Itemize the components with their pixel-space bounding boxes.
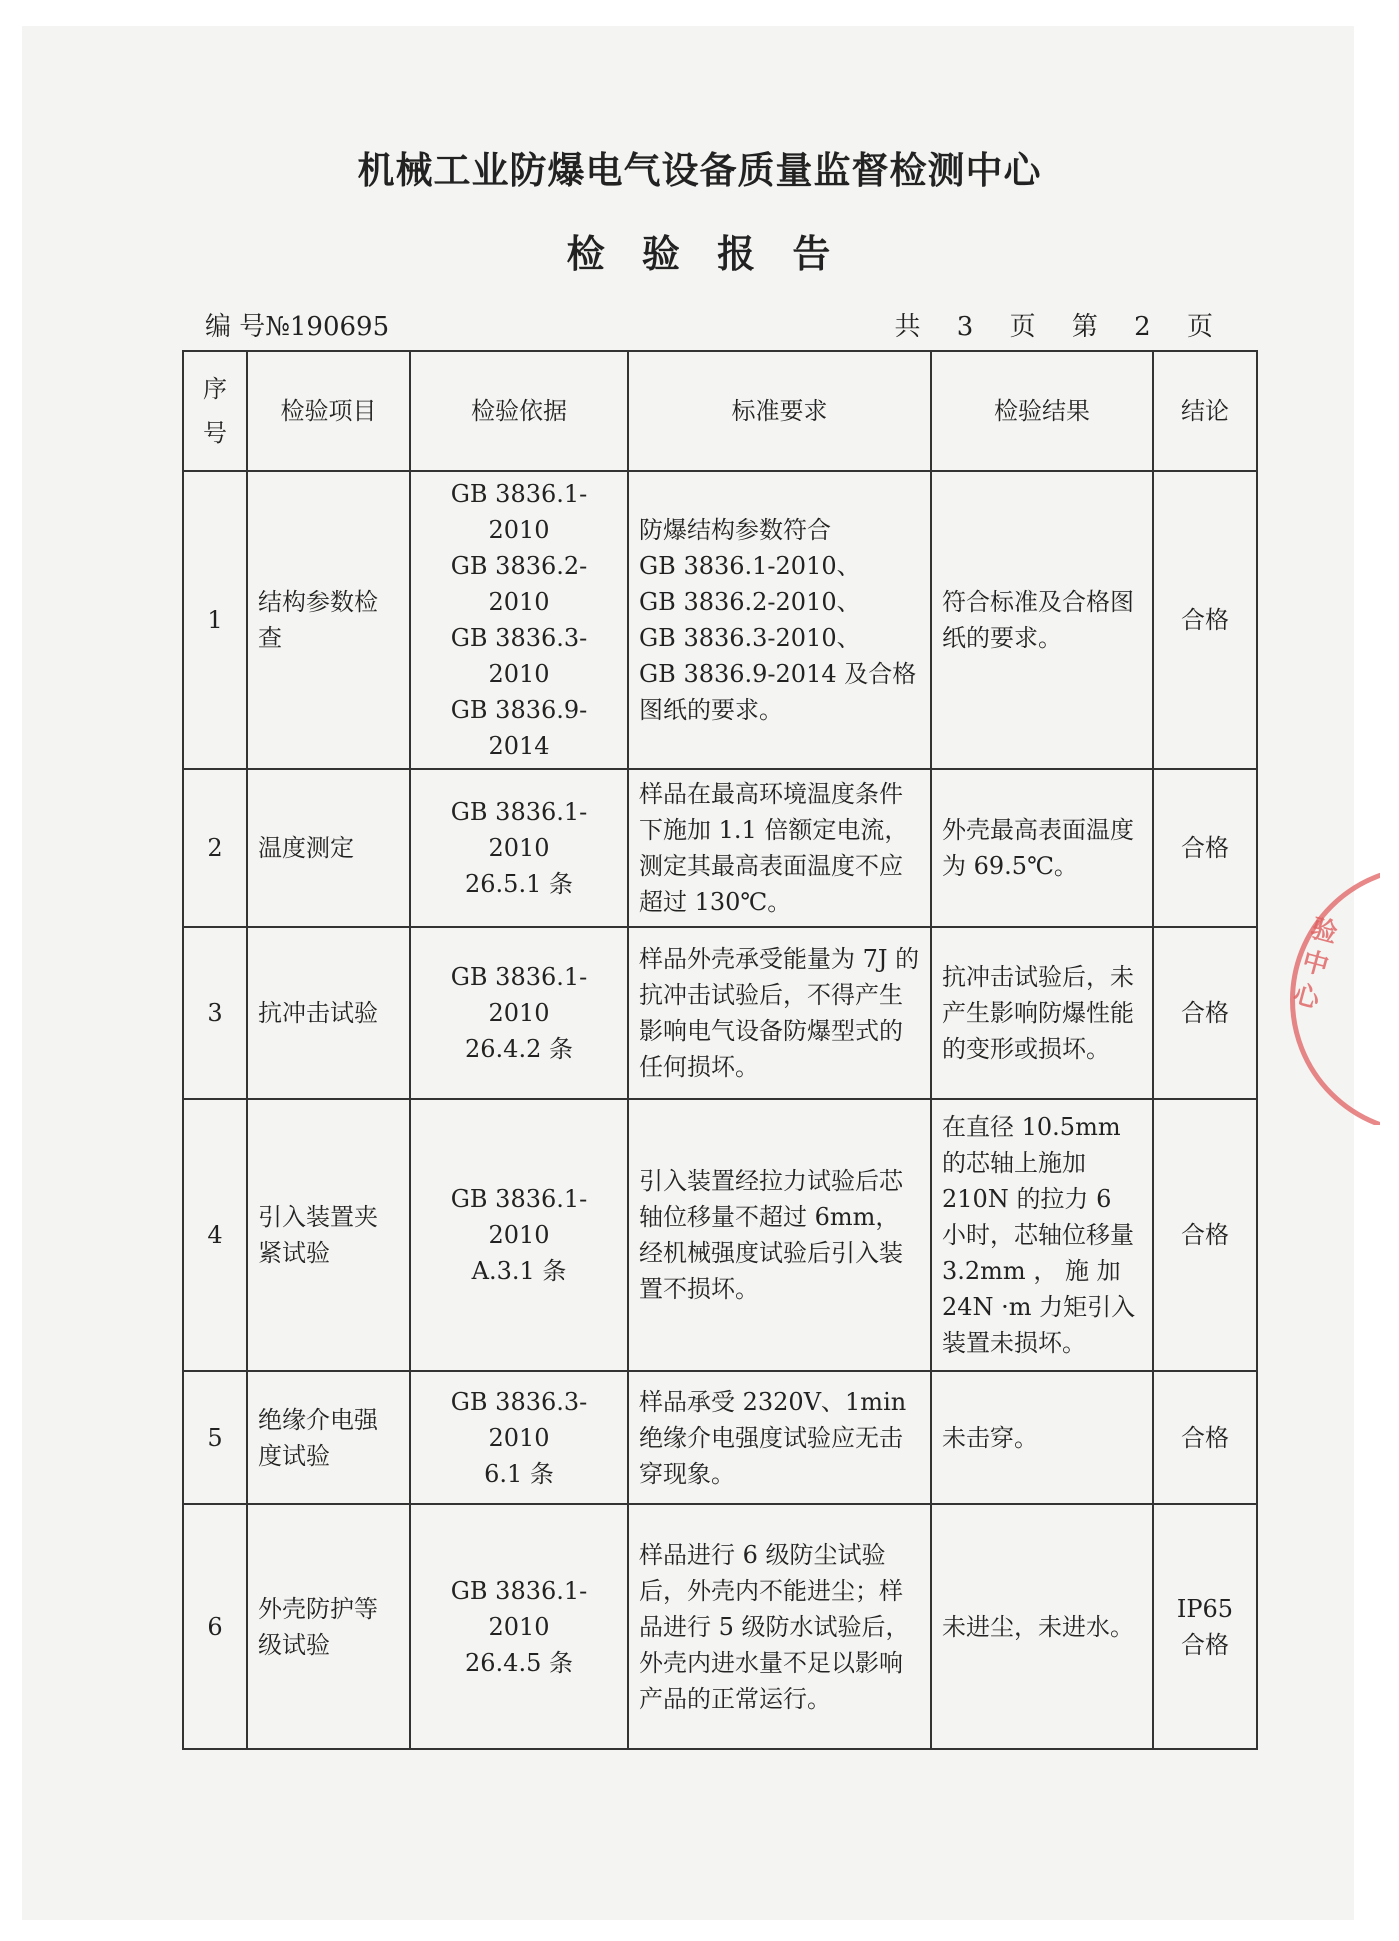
row-number: 5 [183,1371,247,1504]
inspection-basis: GB 3836.3-2010 6.1 条 [410,1371,628,1504]
table-row [183,1504,1257,1749]
header-inspection-result: 检验结果 [931,351,1153,471]
header-inspection-item: 检验项目 [247,351,410,471]
page-indicator [885,306,1213,343]
standard-requirement: 样品承受 2320V、1min 绝缘介电强度试验应无击穿现象。 [628,1371,931,1504]
table-row [183,1099,1257,1371]
row-number: 6 [183,1504,247,1749]
row-number: 1 [183,471,247,769]
standard-requirement: 防爆结构参数符合 GB 3836.1-2010、 GB 3836.2-2010、 GB 3836.3-2010、 GB 3836.9-2014 及合格图纸的要求。 [628,471,931,769]
inspection-result: 符合标准及合格图纸的要求。 [931,471,1153,769]
page-unit: 页 [1009,312,1036,342]
conclusion: 合格 [1153,1371,1257,1504]
page-total-label: 共 [894,312,921,342]
table-row [183,471,1257,769]
inspection-item: 结构参数检查 [247,471,410,769]
inspection-result: 抗冲击试验后，未产生影响防爆性能的变形或损坏。 [931,927,1153,1099]
conclusion: 合格 [1153,927,1257,1099]
inspection-basis: GB 3836.1-2010 GB 3836.2-2010 GB 3836.3-2010 GB 3836.9-2014 [410,471,628,769]
table-row [183,927,1257,1099]
inspection-result: 外壳最高表面温度为 69.5℃。 [931,769,1153,927]
report-number: 编 号№190695 [205,312,390,342]
official-seal [1290,865,1380,1125]
inspection-result: 在直径 10.5mm 的芯轴上施加 210N 的拉力 6 小时，芯轴位移量 3.2mm ， 施 加 24N ·m 力矩引入装置未损坏。 [931,1099,1153,1371]
inspection-result: 未击穿。 [931,1371,1153,1504]
inspection-basis: GB 3836.1-2010 26.5.1 条 [410,769,628,927]
conclusion: 合格 [1153,1099,1257,1371]
table-row [183,1371,1257,1504]
row-number: 3 [183,927,247,1099]
conclusion: 合格 [1153,471,1257,769]
conclusion: IP65 合格 [1153,1504,1257,1749]
row-number: 2 [183,769,247,927]
table-header-row [183,351,1257,471]
standard-requirement: 引入装置经拉力试验后芯轴位移量不超过 6mm，经机械强度试验后引入装置不损坏。 [628,1099,931,1371]
standard-requirement: 样品外壳承受能量为 7J 的抗冲击试验后，不得产生影响电气设备防爆型式的任何损坏。 [628,927,931,1099]
inspection-basis: GB 3836.1-2010 26.4.5 条 [410,1504,628,1749]
report-title: 检 验 报 告 [566,232,833,276]
inspection-basis: GB 3836.1-2010 26.4.2 条 [410,927,628,1099]
inspection-table [182,350,1258,1750]
inspection-item: 绝缘介电强度试验 [247,1371,410,1504]
page-total: 3 [956,312,974,342]
seal-text: 验中心 [1290,913,1341,1015]
row-number: 4 [183,1099,247,1371]
inspection-basis: GB 3836.1-2010 A.3.1 条 [410,1099,628,1371]
conclusion: 合格 [1153,769,1257,927]
page-unit: 页 [1186,312,1213,342]
table-row [183,769,1257,927]
inspection-item: 引入装置夹紧试验 [247,1099,410,1371]
standard-requirement: 样品在最高环境温度条件下施加 1.1 倍额定电流，测定其最高表面温度不应超过 130℃。 [628,769,931,927]
page-current-label: 第 [1071,312,1098,342]
inspection-item: 温度测定 [247,769,410,927]
organization-title: 机械工业防爆电气设备质量监督检测中心 [357,149,1042,192]
page-current: 2 [1134,312,1151,342]
header-conclusion: 结论 [1153,351,1257,471]
header-serial-number: 序号 [183,351,247,471]
header-standard-requirement: 标准要求 [628,351,931,471]
inspection-item: 抗冲击试验 [247,927,410,1099]
standard-requirement: 样品进行 6 级防尘试验后，外壳内不能进尘；样品进行 5 级防水试验后，外壳内进水量不足以影响产品的正常运行。 [628,1504,931,1749]
inspection-item: 外壳防护等级试验 [247,1504,410,1749]
inspection-result: 未进尘，未进水。 [931,1504,1153,1749]
header-inspection-basis: 检验依据 [410,351,628,471]
